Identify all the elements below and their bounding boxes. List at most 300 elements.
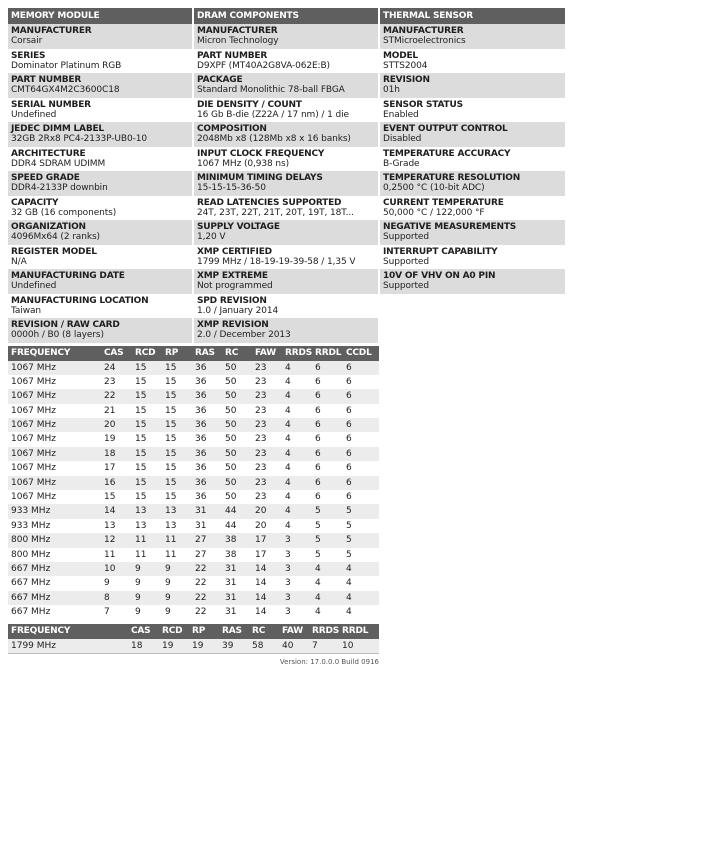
cell-ras: 36	[195, 477, 207, 488]
cell-rp: 11	[165, 549, 177, 560]
cell-rrdl: 5	[315, 549, 321, 560]
cell-ras: 22	[195, 563, 207, 574]
cell-rcd: 13	[135, 506, 147, 517]
cell-rcd: 9	[135, 578, 141, 589]
dram-components-field-package	[194, 73, 378, 98]
table-row	[8, 375, 379, 389]
cell-rrdl: 5	[315, 506, 321, 517]
cell-ccdl: 6	[346, 391, 352, 402]
memory-module-field-revision-raw-card	[8, 318, 192, 343]
thermal-sensor-field-sensor-status	[380, 98, 565, 123]
field-value: 1799 MHz / 18-19-19-39-58 / 1,35 V	[197, 256, 356, 267]
field-value: N/A	[11, 256, 27, 267]
field-label: READ LATENCIES SUPPORTED	[197, 197, 342, 208]
field-label: PART NUMBER	[197, 50, 268, 61]
cell-cas: 20	[104, 420, 116, 431]
spd-report	[8, 8, 563, 666]
field-value: D9XPF (MT40A2G8VA-062E:B)	[197, 60, 330, 71]
cell-faw: 23	[255, 492, 267, 503]
cell-faw: 23	[255, 448, 267, 459]
cell-rrds: 3	[285, 578, 291, 589]
cell-faw: 23	[255, 391, 267, 402]
column-header-rcd: RCD	[135, 347, 156, 358]
cell-rp: 15	[165, 420, 177, 431]
cell-rp: 15	[165, 477, 177, 488]
field-value: Supported	[383, 281, 429, 291]
dram-components-field-manufacturer	[194, 24, 378, 49]
field-label: PACKAGE	[197, 75, 243, 85]
cell-faw: 23	[255, 405, 267, 416]
dram-components-field-part-number	[194, 49, 378, 74]
cell-cas: 14	[104, 506, 116, 517]
field-value: 0,2500 °C (10-bit ADC)	[383, 183, 485, 193]
cell-faw: 23	[255, 434, 267, 445]
cell-rrds: 4	[285, 362, 291, 373]
cell-rrds: 4	[285, 434, 291, 445]
cell-rc: 38	[225, 549, 237, 560]
cell-rrds: 4	[285, 376, 291, 387]
column-header-frequency: FREQUENCY	[11, 347, 71, 358]
cell-rc: 50	[225, 391, 237, 402]
field-label: SERIAL NUMBER	[11, 99, 91, 110]
table-row	[8, 548, 379, 562]
cell-rcd: 15	[135, 420, 147, 431]
cell-frequency: 1067 MHz	[11, 420, 57, 431]
cell-rp: 9	[165, 578, 171, 589]
cell-rrds: 7	[312, 640, 318, 651]
xmp-timing-header-row	[8, 624, 379, 639]
dram-components-field-xmp-certified	[194, 245, 378, 270]
cell-rp: 19	[192, 640, 204, 651]
table-row	[8, 490, 379, 504]
column-header-rrdl: RRDL	[342, 625, 369, 636]
cell-ras: 27	[195, 549, 207, 560]
field-label: 10V OF VHV ON A0 PIN	[383, 271, 496, 281]
cell-rp: 13	[165, 520, 177, 531]
thermal-sensor-field-event-output-control	[380, 122, 565, 147]
field-value: DDR4-2133P downbin	[11, 183, 108, 193]
cell-faw: 14	[255, 592, 267, 603]
cell-ccdl: 4	[346, 563, 352, 574]
memory-module-column	[8, 8, 192, 343]
cell-faw: 23	[255, 477, 267, 488]
cell-rrdl: 6	[315, 420, 321, 431]
cell-rc: 31	[225, 592, 237, 603]
cell-ccdl: 6	[346, 376, 352, 387]
cell-ccdl: 5	[346, 506, 352, 517]
cell-rc: 50	[225, 420, 237, 431]
field-label: COMPOSITION	[197, 124, 267, 134]
cell-rc: 50	[225, 448, 237, 459]
field-value: Micron Technology	[197, 36, 279, 46]
cell-rc: 31	[225, 578, 237, 589]
cell-rrdl: 6	[315, 434, 321, 445]
field-label: INTERRUPT CAPABILITY	[383, 246, 498, 257]
table-row	[8, 418, 379, 432]
dram-components-field-minimum-timing-delays	[194, 171, 378, 196]
field-value: Standard Monolithic 78-ball FBGA	[197, 85, 345, 95]
cell-rrdl: 6	[315, 376, 321, 387]
cell-frequency: 667 MHz	[11, 592, 51, 603]
field-label: CURRENT TEMPERATURE	[383, 197, 504, 208]
field-label: NEGATIVE MEASUREMENTS	[383, 222, 517, 232]
memory-module-field-part-number	[8, 73, 192, 98]
cell-rp: 11	[165, 535, 177, 546]
cell-frequency: 667 MHz	[11, 607, 51, 618]
cell-rcd: 19	[162, 640, 174, 651]
cell-ras: 39	[222, 640, 234, 651]
cell-rrds: 3	[285, 535, 291, 546]
cell-ccdl: 4	[346, 578, 352, 589]
cell-ras: 36	[195, 492, 207, 503]
cell-rcd: 9	[135, 592, 141, 603]
field-value: STTS2004	[383, 60, 428, 71]
field-value: 0000h / B0 (8 layers)	[11, 330, 104, 340]
cell-rc: 50	[225, 362, 237, 373]
thermal-sensor-field-interrupt-capability	[380, 245, 565, 270]
cell-rcd: 15	[135, 405, 147, 416]
cell-rp: 15	[165, 434, 177, 445]
field-value: Disabled	[383, 134, 422, 144]
cell-frequency: 1067 MHz	[11, 434, 57, 445]
field-label: TEMPERATURE ACCURACY	[383, 148, 511, 159]
memory-module-field-organization	[8, 220, 192, 245]
cell-rp: 13	[165, 506, 177, 517]
dram-components-field-supply-voltage	[194, 220, 378, 245]
thermal-sensor-empty-cell	[380, 294, 565, 343]
cell-rc: 50	[225, 492, 237, 503]
cell-rrdl: 6	[315, 362, 321, 373]
xmp-timing-table	[8, 624, 379, 654]
table-row	[8, 404, 379, 418]
dram-components-field-die-density-count	[194, 98, 378, 123]
cell-rrdl: 5	[315, 520, 321, 531]
cell-rc: 31	[225, 563, 237, 574]
cell-ccdl: 5	[346, 549, 352, 560]
table-row	[8, 576, 379, 590]
column-header-ccdl: CCDL	[346, 347, 372, 358]
cell-ccdl: 6	[346, 362, 352, 373]
info-grid	[8, 8, 563, 343]
field-label: MANUFACTURER	[383, 26, 464, 36]
cell-frequency: 800 MHz	[11, 549, 51, 560]
memory-module-field-register-model	[8, 245, 192, 270]
cell-rcd: 15	[135, 391, 147, 402]
thermal-sensor-field-temperature-accuracy	[380, 147, 565, 172]
table-row	[8, 639, 379, 654]
cell-rrdl: 4	[315, 607, 321, 618]
cell-rcd: 13	[135, 520, 147, 531]
cell-rc: 44	[225, 506, 237, 517]
field-value: 1.0 / January 2014	[197, 305, 279, 316]
cell-frequency: 667 MHz	[11, 578, 51, 589]
dram-components-field-xmp-extreme	[194, 269, 378, 294]
field-value: Supported	[383, 256, 429, 267]
cell-ccdl: 6	[346, 463, 352, 474]
field-label: MANUFACTURING LOCATION	[11, 295, 149, 306]
cell-ccdl: 4	[346, 592, 352, 603]
field-value: Dominator Platinum RGB	[11, 60, 122, 71]
column-header-ras: RAS	[195, 347, 215, 358]
cell-frequency: 1067 MHz	[11, 477, 57, 488]
field-label: SPD REVISION	[197, 295, 267, 306]
cell-faw: 20	[255, 506, 267, 517]
table-row	[8, 432, 379, 446]
table-row	[8, 361, 379, 375]
cell-rcd: 11	[135, 535, 147, 546]
memory-module-field-manufacturing-date	[8, 269, 192, 294]
cell-rrdl: 6	[315, 448, 321, 459]
cell-rp: 15	[165, 448, 177, 459]
field-label: REVISION	[383, 75, 430, 85]
field-label: MANUFACTURER	[11, 26, 92, 36]
cell-rrds: 4	[285, 448, 291, 459]
cell-rc: 50	[225, 463, 237, 474]
cell-cas: 16	[104, 477, 116, 488]
table-row	[8, 591, 379, 605]
cell-ccdl: 6	[346, 492, 352, 503]
thermal-sensor-field-current-temperature	[380, 196, 565, 221]
cell-rrds: 3	[285, 592, 291, 603]
cell-rc: 44	[225, 520, 237, 531]
cell-rrdl: 6	[315, 477, 321, 488]
field-label: XMP EXTREME	[197, 271, 268, 281]
thermal-sensor-column	[380, 8, 565, 343]
cell-frequency: 1799 MHz	[11, 640, 57, 651]
memory-module-field-speed-grade	[8, 171, 192, 196]
memory-module-field-architecture	[8, 147, 192, 172]
cell-ccdl: 6	[346, 477, 352, 488]
memory-module-field-capacity	[8, 196, 192, 221]
cell-rrdl: 6	[315, 405, 321, 416]
cell-rc: 50	[225, 477, 237, 488]
cell-rp: 9	[165, 563, 171, 574]
cell-faw: 23	[255, 463, 267, 474]
jedec-timing-body	[8, 361, 379, 620]
field-value: Not programmed	[197, 281, 273, 291]
thermal-sensor-field-negative-measurements	[380, 220, 565, 245]
dram-components-field-input-clock-frequency	[194, 147, 378, 172]
table-row	[8, 447, 379, 461]
field-label: PART NUMBER	[11, 75, 82, 85]
cell-faw: 23	[255, 420, 267, 431]
cell-frequency: 667 MHz	[11, 563, 51, 574]
cell-cas: 11	[104, 549, 116, 560]
cell-rp: 15	[165, 405, 177, 416]
table-row	[8, 476, 379, 490]
field-value: 01h	[383, 85, 400, 95]
column-header-cas: CAS	[104, 347, 124, 358]
field-value: Undefined	[11, 109, 57, 120]
column-header-rrds: RRDS	[285, 347, 313, 358]
table-row	[8, 605, 379, 619]
cell-rc: 38	[225, 535, 237, 546]
cell-rcd: 15	[135, 362, 147, 373]
column-header-rrdl: RRDL	[315, 347, 342, 358]
cell-frequency: 1067 MHz	[11, 391, 57, 402]
thermal-sensor-header: THERMAL SENSOR	[380, 8, 565, 24]
cell-rp: 15	[165, 463, 177, 474]
cell-ccdl: 6	[346, 405, 352, 416]
field-label: JEDEC DIMM LABEL	[11, 124, 104, 134]
field-label: REGISTER MODEL	[11, 246, 97, 257]
cell-rrdl: 6	[315, 391, 321, 402]
thermal-sensor-field-model	[380, 49, 565, 74]
cell-faw: 14	[255, 578, 267, 589]
cell-cas: 10	[104, 563, 116, 574]
cell-rp: 15	[165, 391, 177, 402]
cell-ras: 36	[195, 362, 207, 373]
memory-module-field-manufacturing-location	[8, 294, 192, 319]
field-value: Undefined	[11, 281, 57, 291]
cell-ras: 36	[195, 405, 207, 416]
cell-ras: 36	[195, 434, 207, 445]
thermal-sensor-field-revision	[380, 73, 565, 98]
cell-rrdl: 4	[315, 578, 321, 589]
cell-ras: 36	[195, 463, 207, 474]
field-label: CAPACITY	[11, 197, 59, 208]
cell-frequency: 933 MHz	[11, 520, 51, 531]
cell-rrdl: 6	[315, 463, 321, 474]
cell-ras: 31	[195, 506, 207, 517]
field-value: Enabled	[383, 109, 419, 120]
field-label: XMP REVISION	[197, 320, 269, 330]
field-value: 24T, 23T, 22T, 21T, 20T, 19T, 18T...	[197, 207, 354, 218]
cell-rp: 9	[165, 607, 171, 618]
cell-frequency: 1067 MHz	[11, 362, 57, 373]
cell-cas: 17	[104, 463, 116, 474]
field-label: DIE DENSITY / COUNT	[197, 99, 302, 110]
cell-ras: 22	[195, 607, 207, 618]
cell-ccdl: 5	[346, 535, 352, 546]
cell-rcd: 15	[135, 492, 147, 503]
cell-cas: 12	[104, 535, 116, 546]
cell-rrds: 4	[285, 506, 291, 517]
cell-rp: 15	[165, 362, 177, 373]
cell-cas: 15	[104, 492, 116, 503]
cell-cas: 7	[104, 607, 110, 618]
cell-faw: 14	[255, 563, 267, 574]
field-value: Taiwan	[11, 305, 42, 316]
field-value: Supported	[383, 232, 429, 242]
cell-ras: 36	[195, 420, 207, 431]
cell-rrdl: 6	[315, 492, 321, 503]
field-label: ARCHITECTURE	[11, 148, 86, 159]
cell-ccdl: 6	[346, 448, 352, 459]
dram-components-field-spd-revision	[194, 294, 378, 319]
field-value: Corsair	[11, 36, 43, 46]
cell-rcd: 15	[135, 376, 147, 387]
cell-cas: 24	[104, 362, 116, 373]
field-value: STMicroelectronics	[383, 36, 466, 46]
field-label: TEMPERATURE RESOLUTION	[383, 173, 521, 183]
cell-rc: 50	[225, 434, 237, 445]
cell-rc: 50	[225, 405, 237, 416]
cell-faw: 23	[255, 376, 267, 387]
field-label: REVISION / RAW CARD	[11, 320, 120, 330]
column-header-faw: FAW	[255, 347, 277, 358]
cell-cas: 18	[104, 448, 116, 459]
field-label: ORGANIZATION	[11, 222, 86, 232]
cell-frequency: 800 MHz	[11, 535, 51, 546]
table-row	[8, 533, 379, 547]
cell-ccdl: 4	[346, 607, 352, 618]
field-value: 16 Gb B-die (Z22A / 17 nm) / 1 die	[197, 109, 349, 120]
cell-rrdl: 4	[315, 563, 321, 574]
table-row	[8, 562, 379, 576]
field-label: XMP CERTIFIED	[197, 246, 272, 257]
table-row	[8, 519, 379, 533]
dram-components-field-xmp-revision	[194, 318, 378, 343]
cell-rc: 31	[225, 607, 237, 618]
table-row	[8, 504, 379, 518]
cell-cas: 22	[104, 391, 116, 402]
field-label: EVENT OUTPUT CONTROL	[383, 124, 508, 134]
memory-module-header: MEMORY MODULE	[8, 8, 192, 24]
cell-frequency: 1067 MHz	[11, 376, 57, 387]
cell-rrds: 4	[285, 520, 291, 531]
cell-rrdl: 4	[315, 592, 321, 603]
cell-rrds: 3	[285, 549, 291, 560]
cell-ccdl: 5	[346, 520, 352, 531]
memory-module-field-jedec-dimm-label	[8, 122, 192, 147]
dram-components-field-composition	[194, 122, 378, 147]
column-header-ras: RAS	[222, 625, 242, 636]
table-row	[8, 461, 379, 475]
cell-faw: 17	[255, 549, 267, 560]
field-value: 4096Mx64 (2 ranks)	[11, 232, 100, 242]
field-label: SENSOR STATUS	[383, 99, 463, 110]
cell-rrds: 4	[285, 492, 291, 503]
cell-rcd: 15	[135, 477, 147, 488]
cell-rcd: 15	[135, 448, 147, 459]
cell-cas: 9	[104, 578, 110, 589]
field-label: SPEED GRADE	[11, 173, 80, 183]
cell-rp: 15	[165, 376, 177, 387]
cell-ras: 36	[195, 391, 207, 402]
jedec-timing-header-row	[8, 346, 379, 361]
cell-ras: 27	[195, 535, 207, 546]
cell-faw: 14	[255, 607, 267, 618]
field-label: MINIMUM TIMING DELAYS	[197, 173, 323, 183]
field-value: 50,000 °C / 122,000 °F	[383, 207, 485, 218]
cell-rc: 58	[252, 640, 264, 651]
column-header-cas: CAS	[131, 625, 151, 636]
dram-components-header: DRAM COMPONENTS	[194, 8, 378, 24]
cell-rrds: 4	[285, 463, 291, 474]
field-value: B-Grade	[383, 158, 420, 169]
cell-ras: 31	[195, 520, 207, 531]
field-value: 2.0 / December 2013	[197, 330, 291, 340]
cell-cas: 13	[104, 520, 116, 531]
field-label: MANUFACTURING DATE	[11, 271, 125, 281]
cell-cas: 8	[104, 592, 110, 603]
cell-rrds: 4	[285, 477, 291, 488]
field-value: DDR4 SDRAM UDIMM	[11, 158, 106, 169]
cell-frequency: 933 MHz	[11, 506, 51, 517]
table-row	[8, 389, 379, 403]
cell-cas: 21	[104, 405, 116, 416]
cell-frequency: 1067 MHz	[11, 463, 57, 474]
field-label: SUPPLY VOLTAGE	[197, 222, 280, 232]
column-header-rp: RP	[192, 625, 206, 636]
cell-ccdl: 6	[346, 434, 352, 445]
cell-rrdl: 10	[342, 640, 354, 651]
field-value: 15-15-15-36-50	[197, 183, 266, 193]
thermal-sensor-field-manufacturer	[380, 24, 565, 49]
dram-components-column	[194, 8, 378, 343]
thermal-sensor-field-temperature-resolution	[380, 171, 565, 196]
